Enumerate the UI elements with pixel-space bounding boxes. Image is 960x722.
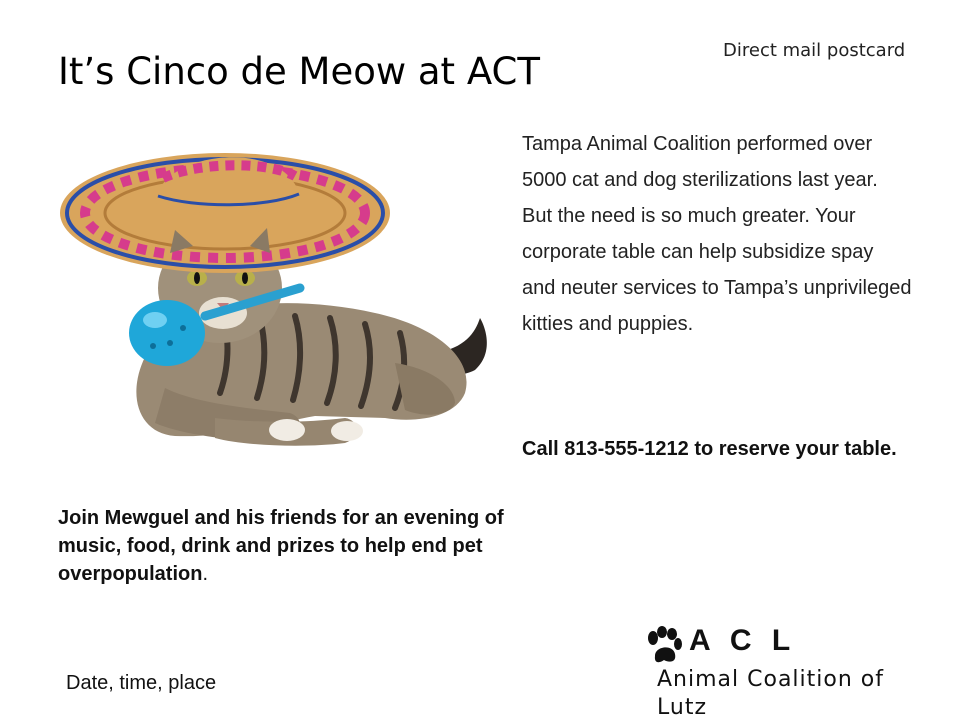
logo-abbreviation: A C L (689, 624, 797, 657)
event-invitation-period: . (202, 563, 209, 585)
date-time-place: Date, time, place (66, 672, 217, 694)
event-invitation-text: Join Mewguel and his friends for an evening of music, food, drink and prizes to help end pet overpopulation (58, 507, 504, 585)
description-paragraph: Tampa Animal Coalition performed over 5000 cat and dog sterilizations last year. But the need is so much greater. Your corporate table can help subsidize spay and neuter services to Tampa’s unprivileged kitties and puppies. (522, 133, 912, 335)
cat-sombrero-photo (55, 118, 515, 463)
call-to-action: Call 813-555-1212 to reserve your table. (522, 438, 897, 460)
document-type-label: Direct mail postcard (723, 40, 906, 61)
event-invitation (58, 504, 518, 588)
paw-icon (645, 626, 683, 666)
page-title: It’s Cinco de Meow at ACT (58, 50, 540, 93)
logo-organization-name: Animal Coalition of Lutz (657, 667, 884, 720)
